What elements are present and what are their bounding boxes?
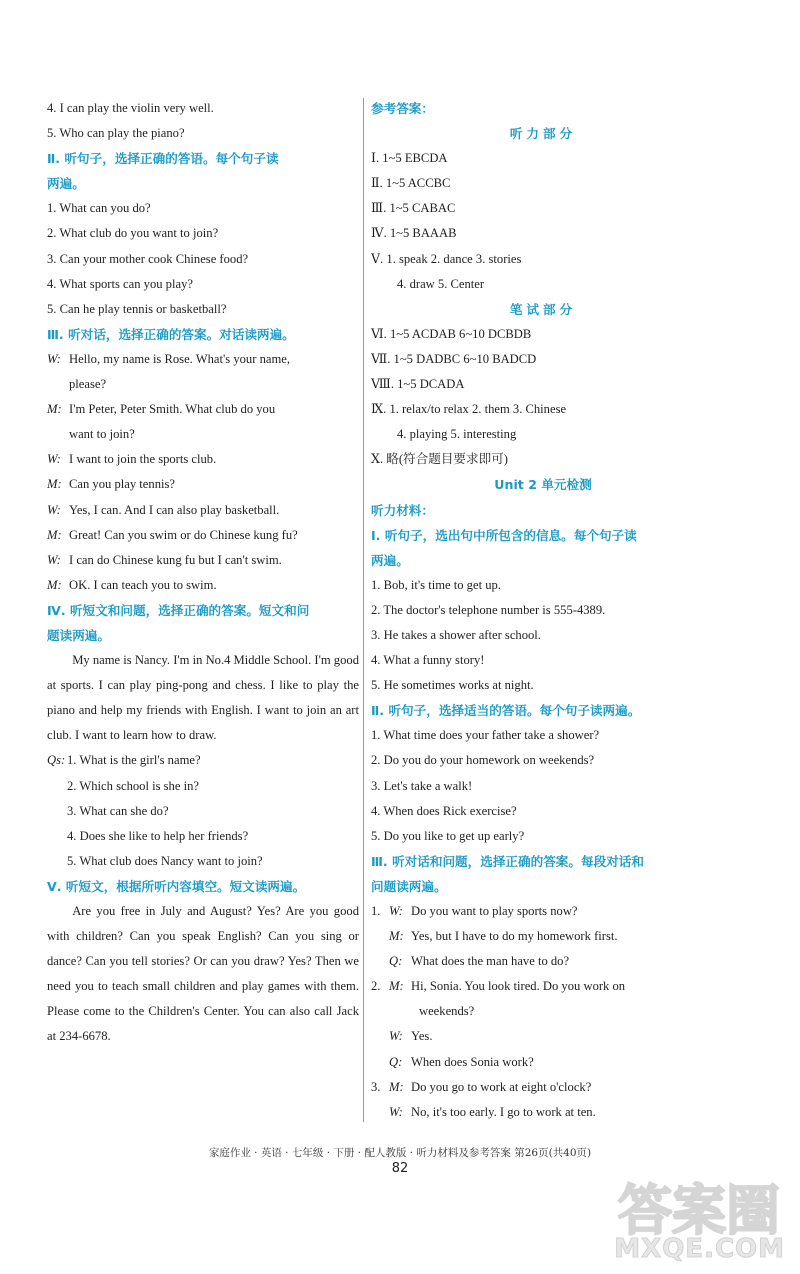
dialogue-text: want to join? [69, 427, 135, 442]
section-heading: Ⅴ. 听短文，根据所听内容填空。短文读两遍。 [47, 878, 306, 894]
question-line [47, 774, 359, 799]
dialogue-line [47, 523, 359, 548]
speaker-label: Q: [389, 1054, 403, 1069]
text-line: 4. I can play the violin very well. [47, 101, 214, 115]
question-line [47, 748, 359, 773]
dialogue-text: Yes, I can. And I can also play basketball. [69, 502, 280, 517]
speaker-label: M: [47, 577, 62, 592]
dialogue-text: OK. I can teach you to swim. [69, 577, 217, 592]
question-line [47, 799, 359, 824]
watermark [614, 1168, 793, 1268]
right-column [371, 96, 715, 1125]
column-divider [363, 98, 364, 1122]
answer-line: Ⅸ. 1. relax/to relax 2. them 3. Chinese [371, 402, 567, 417]
question-text: 1. What is the girl's name? [67, 753, 201, 768]
section-heading: Ⅳ. 听短文和问题，选择正确的答案。短文和问 [47, 602, 310, 618]
answer-line: Ⅳ. 1~5 BAAAB [371, 226, 457, 241]
dialogue-line [371, 1024, 715, 1049]
dialogue-text: Do you go to work at eight o'clock? [411, 1079, 592, 1094]
dialogue-line [47, 472, 359, 497]
page-number: 82 [391, 1161, 409, 1176]
answer-line: Ⅴ. 1. speak 2. dance 3. stories [371, 251, 522, 266]
speaker-label: M: [47, 477, 62, 492]
dialogue-line [371, 974, 715, 999]
dialogue-text: Yes. [411, 1029, 433, 1044]
question-line [47, 849, 359, 874]
dialogue-line [371, 1075, 715, 1100]
dialogue-line [47, 548, 359, 573]
speaker-label: W: [389, 1104, 403, 1119]
section-heading: 两遍。 [371, 552, 409, 568]
dialogue-text: I'm Peter, Peter Smith. What club do you [69, 402, 276, 417]
dialogue-text: Yes, but I have to do my homework first. [411, 929, 618, 944]
list-item: 3. He takes a shower after school. [371, 627, 541, 642]
list-item: 5. Can he play tennis or basketball? [47, 301, 227, 316]
dialogue-text: I can do Chinese kung fu but I can't swim. [69, 552, 282, 567]
dialogue-line [47, 347, 359, 372]
listening-part-heading: 听力部分 [509, 126, 577, 142]
left-column [47, 96, 359, 1050]
speaker-label: M: [47, 527, 62, 542]
speaker-label: W: [47, 502, 61, 517]
speaker-label: W: [47, 452, 61, 467]
dialogue-line [371, 1050, 715, 1075]
list-item: 4. What sports can you play? [47, 276, 193, 291]
dialogue-line [371, 1100, 715, 1125]
speaker-label: Q: [389, 954, 403, 969]
answer-line: Ⅵ. 1~5 ACDAB 6~10 DCBDB [371, 326, 532, 341]
dialogue-text: Great! Can you swim or do Chinese kung fu? [69, 527, 298, 542]
list-item: 5. Do you like to get up early? [371, 828, 525, 843]
dialogue-line [47, 372, 359, 397]
answer-line: Ⅷ. 1~5 DCADA [371, 377, 465, 392]
speaker-label: W: [389, 904, 403, 918]
list-item: 5. He sometimes works at night. [371, 678, 534, 693]
answer-line: Ⅹ. 略(符合题目要求即可) [371, 452, 508, 467]
dialogue-line [47, 573, 359, 598]
dialogue-line [47, 397, 359, 422]
qs-label: Qs: [47, 753, 66, 768]
passage: Are you free in July and August? Yes? Are you good with children? Can you speak English? Can you sing or dance? Can you tell stories? Or can you draw? Yes? Then we need you to teach small children and play games with them. Please come to the Children's Center. You can also call Jack at 234-6678. [47, 904, 359, 1044]
dialogue-text: please? [69, 377, 107, 392]
section-heading: 问题读两遍。 [371, 878, 447, 894]
dialogue-number: 3. [371, 1079, 381, 1094]
page-footer: 家庭作业 · 英语 · 七年级 · 下册 · 配人教版 · 听力材料及参考答案 第26页(共40页) [208, 1147, 592, 1159]
list-item: 1. What time does your father take a shower? [371, 728, 600, 743]
dialogue-text: Hello, my name is Rose. What's your name, [69, 351, 290, 366]
dialogue-line [371, 924, 715, 949]
answer-line: Ⅲ. 1~5 CABAC [371, 201, 456, 216]
section-heading: Ⅱ. 听句子，选择正确的答语。每个句子读 [47, 151, 279, 167]
speaker-label: M: [389, 1079, 404, 1094]
list-item: 1. What can you do? [47, 201, 151, 216]
speaker-label: W: [47, 552, 61, 567]
watermark-logo: 答案圈 [618, 1179, 780, 1242]
answer-line: Ⅱ. 1~5 ACCBC [371, 176, 451, 191]
list-item: 4. When does Rick exercise? [371, 803, 517, 818]
dialogue-line [371, 899, 715, 924]
dialogue-line [47, 422, 359, 447]
question-text: 2. Which school is she in? [67, 778, 199, 793]
section-heading: Ⅰ. 听句子，选出句中所包含的信息。每个句子读 [371, 527, 637, 543]
dialogue-line [47, 498, 359, 523]
passage: My name is Nancy. I'm in No.4 Middle School. I'm good at sports. I can play ping-pong and chess. I like to play the piano and help my friends with English. I want to join an art club. I want to learn how to draw. [47, 653, 359, 743]
section-heading: Ⅱ. 听句子，选择适当的答语。每个句子读两遍。 [371, 703, 641, 719]
dialogue-text: I want to join the sports club. [69, 452, 217, 467]
section-heading: Ⅲ. 听对话和问题，选择正确的答案。每段对话和 [371, 853, 644, 869]
section-heading: 两遍。 [47, 176, 85, 192]
speaker-label: W: [47, 351, 61, 366]
speaker-label: M: [389, 929, 404, 944]
dialogue-line [371, 999, 715, 1024]
speaker-label: M: [47, 402, 62, 417]
speaker-label: W: [389, 1029, 403, 1044]
written-part-heading: 笔试部分 [509, 301, 577, 317]
list-item: 2. Do you do your homework on weekends? [371, 753, 595, 768]
dialogue-number: 2. [371, 979, 381, 994]
list-item: 3. Let's take a walk! [371, 778, 473, 793]
speaker-label: M: [389, 979, 404, 994]
watermark-site: MXQE.COM [614, 1234, 785, 1264]
section-heading: 题读两遍。 [47, 627, 110, 643]
section-heading: Ⅲ. 听对话，选择正确的答案。对话读两遍。 [47, 326, 295, 342]
dialogue-text: No, it's too early. I go to work at ten. [411, 1104, 596, 1119]
question-text: 3. What can she do? [67, 803, 169, 818]
question-text: 5. What club does Nancy want to join? [67, 853, 263, 868]
question-text: 4. Does she like to help her friends? [67, 828, 249, 843]
dialogue-text: Can you play tennis? [69, 477, 175, 492]
list-item: 1. Bob, it's time to get up. [371, 577, 501, 592]
answers-heading: 参考答案： [371, 101, 434, 116]
dialogue-number: 1. [371, 904, 381, 918]
materials-heading: 听力材料： [371, 502, 434, 518]
dialogue-text: When does Sonia work? [411, 1054, 534, 1069]
dialogue-line [47, 447, 359, 472]
list-item: 3. Can your mother cook Chinese food? [47, 251, 249, 266]
dialogue-text: What does the man have to do? [411, 954, 570, 969]
answer-line: Ⅰ. 1~5 EBCDA [371, 151, 448, 166]
answer-line: 4. playing 5. interesting [397, 427, 517, 442]
dialogue-text: weekends? [419, 1004, 475, 1019]
list-item: 2. The doctor's telephone number is 555-4389. [371, 602, 606, 617]
dialogue-line [371, 949, 715, 974]
question-line [47, 824, 359, 849]
dialogue-text: Do you want to play sports now? [411, 904, 578, 918]
text-line: 5. Who can play the piano? [47, 126, 185, 141]
unit-heading: Unit 2 单元检测 [494, 477, 592, 493]
answer-line: 4. draw 5. Center [397, 276, 485, 291]
answer-line: Ⅶ. 1~5 DADBC 6~10 BADCD [371, 351, 537, 366]
dialogue-text: Hi, Sonia. You look tired. Do you work on [411, 979, 626, 994]
list-item: 2. What club do you want to join? [47, 226, 219, 241]
list-item: 4. What a funny story! [371, 653, 485, 668]
